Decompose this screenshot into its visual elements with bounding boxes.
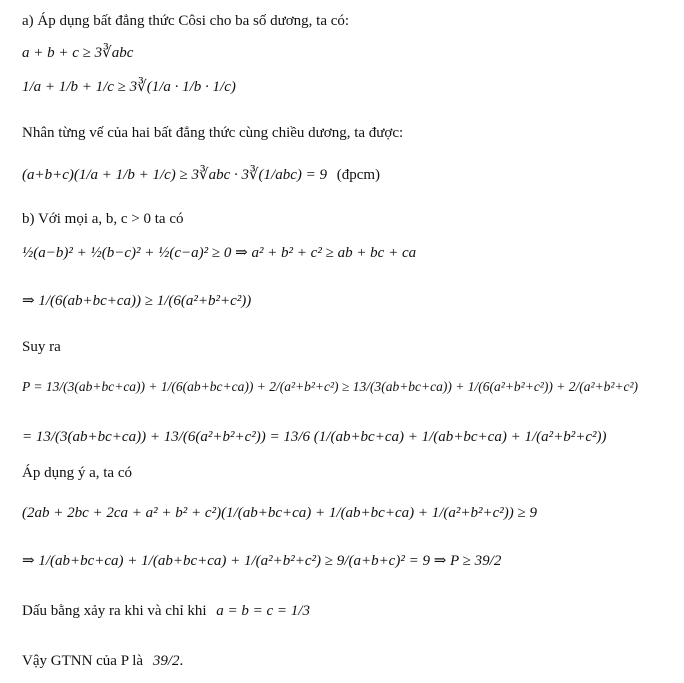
part-a-multiply-text: Nhân từng vế của hai bất đẳng thức cùng chiều dương, ta được:	[22, 125, 404, 141]
part-a-result-line	[22, 166, 380, 184]
part-a-result: (a+b+c)(1/a + 1/b + 1/c) ≥ 3∛abc · 3∛(1/abc) = 9	[22, 167, 327, 183]
equality-line	[22, 602, 310, 620]
p-expression-1: P = 13/(3(ab+bc+ca)) + 1/(6(ab+bc+ca)) + 2/(a²+b²+c²) ≥ 13/(3(ab+bc+ca)) + 1/(6(a²+b²+c²)) + 2/(a²+b²+c²)	[22, 379, 639, 394]
min-end: .	[179, 653, 184, 669]
part-a-ineq2: 1/a + 1/b + 1/c ≥ 3∛(1/a · 1/b · 1/c)	[22, 79, 236, 95]
part-b-ineq3: (2ab + 2bc + 2ca + a² + b² + c²)(1/(ab+bc+ca) + 1/(ab+bc+ca) + 1/(a²+b²+c²)) ≥ 9	[22, 505, 538, 521]
part-a-ineq1: a + b + c ≥ 3∛abc	[22, 45, 134, 61]
min-value: 39/2	[152, 653, 180, 669]
part-b-heading: b) Với mọi a, b, c > 0 ta có	[22, 211, 184, 227]
p-expression-2: = 13/(3(ab+bc+ca)) + 13/(6(a²+b²+c²)) = 13/6 (1/(ab+bc+ca) + 1/(ab+bc+ca) + 1/(a²+b²+c²))	[22, 429, 607, 445]
equality-math: a = b = c = 1/3	[216, 603, 310, 619]
equality-text: Dấu bằng xảy ra khi và chỉ khi	[22, 603, 207, 619]
part-b-ineq4: ⇒ 1/(ab+bc+ca) + 1/(ab+bc+ca) + 1/(a²+b²+c²) ≥ 9/(a+b+c)² = 9 ⇒ P ≥ 39/2	[22, 553, 502, 569]
suy-ra-text: Suy ra	[22, 339, 61, 355]
part-a-qed: (đpcm)	[336, 167, 381, 183]
min-line	[22, 652, 183, 670]
apply-text: Áp dụng ý a, ta có	[22, 465, 132, 481]
part-b-ineq1: ½(a−b)² + ½(b−c)² + ½(c−a)² ≥ 0 ⇒ a² + b² + c² ≥ ab + bc + ca	[22, 245, 417, 261]
min-text: Vậy GTNN của P là	[22, 653, 144, 669]
part-b-ineq2: ⇒ 1/(6(ab+bc+ca)) ≥ 1/(6(a²+b²+c²))	[22, 293, 252, 309]
part-a-heading: a) Áp dụng bất đẳng thức Côsi cho ba số dương, ta có:	[22, 13, 350, 29]
